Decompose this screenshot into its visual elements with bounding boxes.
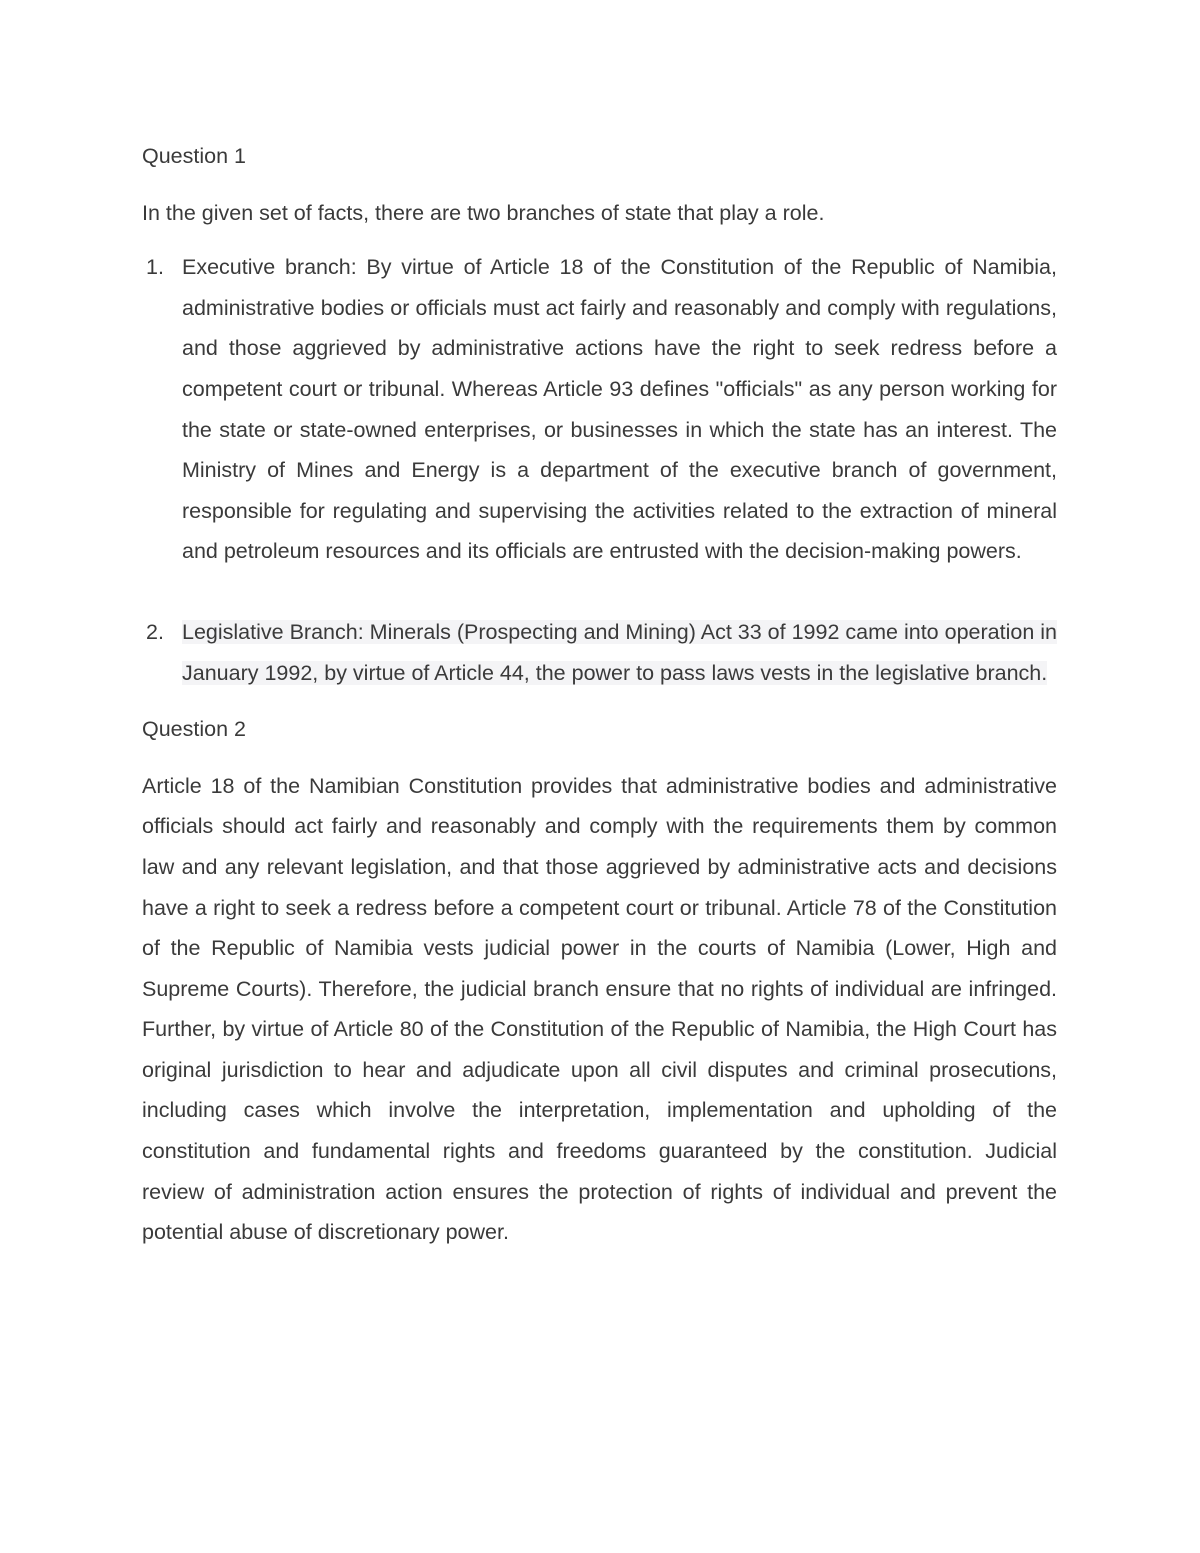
- list-item-number: 1.: [146, 255, 164, 280]
- question-2-body: Article 18 of the Namibian Constitution provides that administrative bodies and administrative officials should act fairly and reasonably and comply with the requirements them by common law and any relevant legislation, and that those aggrieved by administrative acts and decisions have a right to seek a redress before a competent court or tribunal. Article 78 of the Constitution of the Republic of Namibia vests judicial power in the courts of Namibia (Lower, High and Supreme Courts). Therefore, the judicial branch ensure that no rights of individual are infringed. Further, by virtue of Article 80 of the Constitution of the Republic of Namibia, the High Court has original jurisdiction to hear and adjudicate upon all civil disputes and criminal prosecutions, including cases which involve the interpretation, implementation and upholding of the constitution and fundamental rights and freedoms guaranteed by the constitution. Judicial review of administration action ensures the protection of rights of individual and prevent the potential abuse of discretionary power.: [142, 773, 1057, 1245]
- list-item-number: 2.: [146, 619, 164, 644]
- document-page: [142, 136, 1057, 1253]
- question-1-heading: Question 1: [142, 144, 246, 168]
- question-2-heading: Question 2: [142, 717, 246, 742]
- list-item-text: [182, 612, 1057, 693]
- branches-list: [142, 247, 1057, 693]
- list-item-text: Executive branch: By virtue of Article 18 of the Constitution of the Republic of Namibia, administrative bodies or officials must act fairly and reasonably and comply with regulations, and those aggrieved by administrative actions have the right to seek redress before a competent court or tribunal. Whereas Article 93 defines "officials" as any person working for the state or state-owned enterprises, or businesses in which the state has an interest. The Ministry of Mines and Energy is a department of the executive branch of government, responsible for regulating and supervising the activities related to the extraction of mineral and petroleum resources and its officials are entrusted with the decision-making powers.: [182, 255, 1057, 564]
- highlighted-text: Legislative Branch: Minerals (Prospecting and Mining) Act 33 of 1992 came into operation in January 1992, by virtue of Article 44, the power to pass laws vests in the legislative branch.: [182, 619, 1057, 685]
- list-item-legislative-branch: [142, 612, 1057, 693]
- list-item-executive-branch: [142, 247, 1057, 572]
- question-1-intro: In the given set of facts, there are two branches of state that play a role.: [142, 200, 825, 225]
